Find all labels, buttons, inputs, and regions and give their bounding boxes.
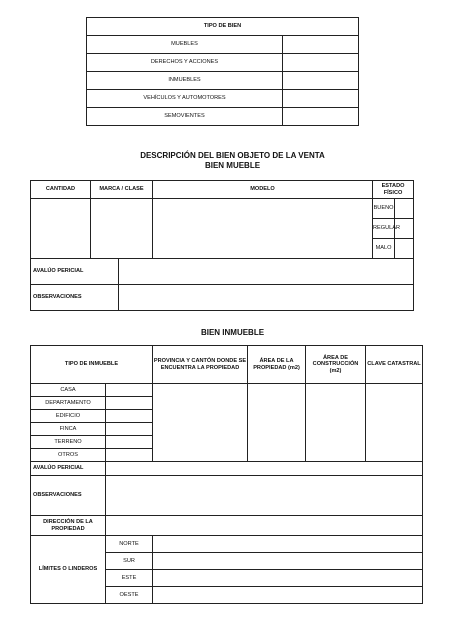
inmueble-terreno-checkbox[interactable] xyxy=(106,436,153,449)
limites-label: LÍMITES O LINDEROS xyxy=(31,536,106,604)
cantidad-field[interactable] xyxy=(31,199,91,259)
provincia-header: PROVINCIA Y CANTÓN DONDE SE ENCUENTRA LA PROPIEDAD xyxy=(153,346,248,384)
estado-regular-label: REGULAR xyxy=(373,219,395,239)
limite-oeste-field[interactable] xyxy=(153,587,423,604)
tipo-inmueble-header: TIPO DE INMUEBLE xyxy=(31,346,153,384)
marca-clase-header: MARCA / CLASE xyxy=(91,181,153,199)
bien-mueble-title: BIEN MUEBLE xyxy=(204,161,261,170)
inmueble-departamento-checkbox[interactable] xyxy=(106,397,153,410)
limite-norte-label: NORTE xyxy=(106,536,153,553)
tipo-muebles-label: MUEBLES xyxy=(87,36,283,54)
inmueble-departamento-label: DEPARTAMENTO xyxy=(31,397,106,410)
modelo-field[interactable] xyxy=(153,199,373,259)
inmueble-otros-checkbox[interactable] xyxy=(106,449,153,462)
limite-sur-label: SUR xyxy=(106,553,153,570)
inmueble-casa-checkbox[interactable] xyxy=(106,384,153,397)
area-construccion-header: ÁREA DE CONSTRUCCIÓN (m2) xyxy=(306,346,366,384)
mueble-avaluo-label: AVALÚO PERICIAL xyxy=(31,259,119,285)
estado-malo-label: MALO xyxy=(373,239,395,259)
descripcion-title: DESCRIPCIÓN DEL BIEN OBJETO DE LA VENTA xyxy=(140,151,325,160)
mueble-observaciones-field[interactable] xyxy=(119,285,414,311)
bien-inmueble-title: BIEN INMUEBLE xyxy=(200,328,265,337)
inmueble-terreno-label: TERRENO xyxy=(31,436,106,449)
inmueble-casa-label: CASA xyxy=(31,384,106,397)
mueble-observaciones-label: OBSERVACIONES xyxy=(31,285,119,311)
bien-inmueble-table xyxy=(30,345,423,604)
inmueble-finca-checkbox[interactable] xyxy=(106,423,153,436)
inmueble-observaciones-label: OBSERVACIONES xyxy=(31,476,106,516)
inmueble-otros-label: OTROS xyxy=(31,449,106,462)
tipo-muebles-checkbox[interactable] xyxy=(283,36,359,54)
area-propiedad-header: ÁREA DE LA PROPIEDAD (m2) xyxy=(248,346,306,384)
estado-bueno-label: BUENO xyxy=(373,199,395,219)
inmueble-observaciones-field[interactable] xyxy=(106,476,423,516)
inmueble-avaluo-field[interactable] xyxy=(106,462,423,476)
bien-mueble-table xyxy=(30,180,414,311)
inmueble-avaluo-label: AVALÚO PERICIAL xyxy=(31,462,106,476)
tipo-vehiculos-label: VEHÍCULOS Y AUTOMOTORES xyxy=(87,90,283,108)
marca-clase-field[interactable] xyxy=(91,199,153,259)
direccion-label: DIRECCIÓN DE LA PROPIEDAD xyxy=(31,516,106,536)
tipo-vehiculos-checkbox[interactable] xyxy=(283,90,359,108)
limite-oeste-label: OESTE xyxy=(106,587,153,604)
inmueble-finca-label: FINCA xyxy=(31,423,106,436)
limite-norte-field[interactable] xyxy=(153,536,423,553)
estado-malo-checkbox[interactable] xyxy=(395,239,414,259)
tipo-semovientes-label: SEMOVIENTES xyxy=(87,108,283,126)
estado-fisico-header: ESTADO FÍSICO xyxy=(373,181,414,199)
inmueble-edificio-label: EDIFICIO xyxy=(31,410,106,423)
inmueble-edificio-checkbox[interactable] xyxy=(106,410,153,423)
clave-catastral-header: CLAVE CATASTRAL xyxy=(366,346,423,384)
area-construccion-field[interactable] xyxy=(306,384,366,462)
tipo-de-bien-header: TIPO DE BIEN xyxy=(87,18,359,36)
cantidad-header: CANTIDAD xyxy=(31,181,91,199)
estado-bueno-checkbox[interactable] xyxy=(395,199,414,219)
tipo-inmuebles-label: INMUEBLES xyxy=(87,72,283,90)
tipo-semovientes-checkbox[interactable] xyxy=(283,108,359,126)
tipo-derechos-checkbox[interactable] xyxy=(283,54,359,72)
tipo-derechos-label: DERECHOS Y ACCIONES xyxy=(87,54,283,72)
area-propiedad-field[interactable] xyxy=(248,384,306,462)
mueble-avaluo-field[interactable] xyxy=(119,259,414,285)
modelo-header: MODELO xyxy=(153,181,373,199)
limite-sur-field[interactable] xyxy=(153,553,423,570)
direccion-field[interactable] xyxy=(106,516,423,536)
limite-este-field[interactable] xyxy=(153,570,423,587)
clave-catastral-field[interactable] xyxy=(366,384,423,462)
provincia-field[interactable] xyxy=(153,384,248,462)
tipo-inmuebles-checkbox[interactable] xyxy=(283,72,359,90)
tipo-de-bien-table xyxy=(86,17,359,126)
limite-este-label: ESTE xyxy=(106,570,153,587)
